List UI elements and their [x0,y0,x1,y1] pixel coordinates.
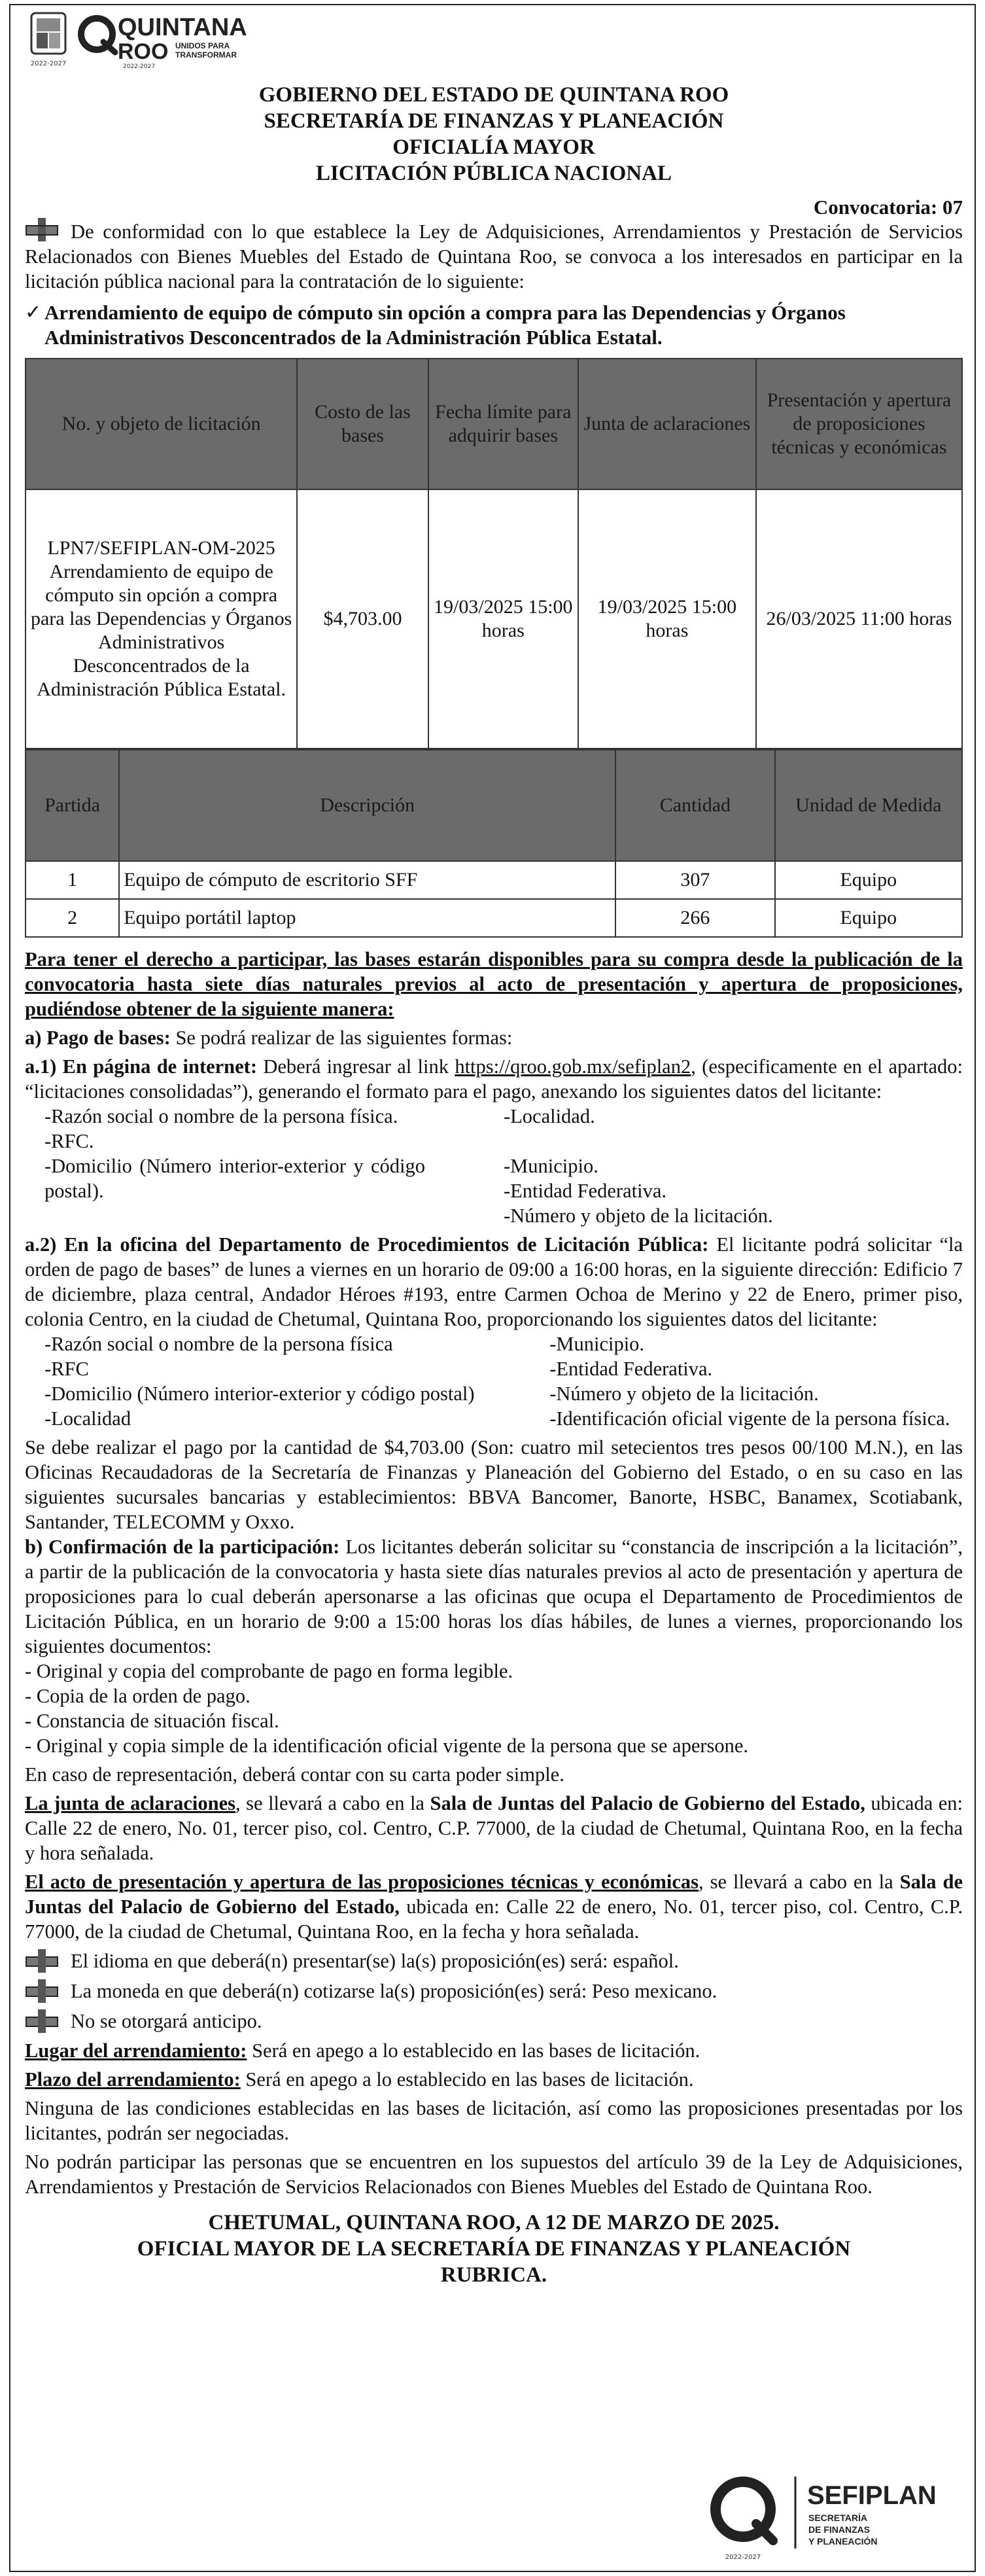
convocatoria-number: Convocatoria: 07 [813,196,963,219]
footer-year: 2022-2027 [725,2554,761,2561]
list-item: -Número y objeto de la licitación. [504,1205,773,1227]
header-cell: Fecha límite para adquirir bases [428,359,578,489]
intro-paragraph [25,219,963,294]
list-item: -Municipio. [549,1333,645,1355]
junta-text: , se llevará a cabo en la [235,1792,430,1814]
plazo-label: Plazo del arrendamiento: [25,2068,241,2091]
pointing-hand-icon [25,217,59,243]
table-cell: Equipo [775,861,962,899]
list-item: -RFC. [44,1130,94,1152]
header-cell: Descripción [119,750,615,861]
bullet-text: No se otorgará anticipo. [71,2010,262,2032]
sefiplan-link[interactable]: https://qroo.gob.mx/sefiplan2 [455,1055,691,1078]
table-cell: 307 [615,861,774,899]
list-item: -Identificación oficial vigente de la persona física. [549,1407,950,1430]
exclusion-note: No podrán participar las personas que se encuentren en los supuestos del artículo 39 de la Ley de Adquisiciones, Arrendamientos y Prestación de Servicios Relacionados con Bienes Muebles del Estado de Quintana Roo. [25,2151,963,2198]
footer-sub-1: SECRETARÍA [808,2513,867,2523]
junta-text-2: ubicada en: Calle 22 de enero, No. 01, tercer piso, col. Centro, C.P. 77000, de la ciudad de Chetumal, Quintana Roo, en la fecha y hora señalada. [25,1792,963,1864]
quintana-roo-logo [77,10,313,69]
header-cell: Unidad de Medida [775,750,962,861]
header-cell: Cantidad [615,750,774,861]
a1-text: Deberá ingresar al link [257,1055,455,1078]
table-cell: 19/03/2025 15:00 horas [428,489,578,749]
pago-text: Se podrá realizar de las siguientes formas: [170,1027,513,1049]
logo-tagline-2: TRANSFORMAR [175,50,237,60]
header-cell: No. y objeto de licitación [26,359,297,489]
list-item: -Razón social o nombre de la persona física [44,1333,393,1355]
table-cell: 1 [26,861,119,899]
acto-text-2: ubicada en: Calle 22 de enero, No. 01, tercer piso, col. Centro, C.P. 77000, de la ciudad de Chetumal, Quintana Roo, en la fecha y hora señalada. [25,1896,963,1943]
closing-line: RUBRICA. [440,2263,547,2287]
a2-label: a.2) En la oficina del Departamento de Procedimientos de Licitación Pública: [25,1233,709,1256]
header-cell: Partida [26,750,119,861]
object-title-text: Arrendamiento de equipo de cómputo sin opción a compra para las Dependencias y Órganos Administrativos Desconcentrados de la Administración Pública Estatal. [44,301,846,349]
b-label: b) Confirmación de la participación: [25,1536,340,1558]
list-item: -Entidad Federativa. [549,1358,713,1380]
footer-brand: SEFIPLAN [807,2481,937,2510]
title-line: GOBIERNO DEL ESTADO DE QUINTANA ROO [258,83,729,107]
acto-place: Sala de Juntas del Palacio de Gobierno del Estado, [25,1871,963,1918]
a1-label: a.1) En página de internet: [25,1055,257,1078]
list-item: -Localidad. [504,1105,595,1127]
logo-year: 2022-2027 [123,63,156,69]
b-text: Los licitantes deberán solicitar su “constancia de inscripción a la licitación”, a partir de la publicación de la convocatoria y hasta siete días naturales previos al acto de presentación y apertura de proposiciones para lo cual deberán apersonarse a las oficinas que ocupa el Departamento de Procedimientos de Licitación Pública, en un horario de 9:00 a 15:00 horas los días hábiles, de lunes a viernes, proporcionando los siguientes documentos: [25,1536,963,1657]
list-item: -Razón social o nombre de la persona física. [44,1105,398,1127]
bullet-text: El idioma en que deberá(n) presentar(se) la(s) proposición(es) será: español. [71,1950,679,1972]
table-cell: $4,703.00 [297,489,428,749]
pago-label: a) Pago de bases: [25,1027,171,1049]
list-item: -Localidad [44,1407,131,1430]
list-item: - Original y copia del comprobante de pago en forma legible. [25,1660,513,1682]
list-item: -Entidad Federativa. [504,1180,666,1202]
sefiplan-logo [691,2463,965,2562]
title-line: SECRETARÍA DE FINANZAS Y PLANEACIÓN [264,109,724,133]
title-line: LICITACIÓN PÚBLICA NACIONAL [316,162,672,185]
participation-note: Para tener el derecho a participar, las bases estarán disponibles para su compra desde la publicación de la convocatoria hasta siete días naturales previos al acto de presentación y apertura de proposiciones, pudiéndose obtener de la siguiente manera: [25,948,963,1020]
title-line: OFICIALÍA MAYOR [392,135,595,159]
payment-paragraph: Se debe realizar el pago por la cantidad de $4,703.00 (Son: cuatro mil setecientos tres pesos 00/100 M.N.), en las Oficinas Recaudadoras de la Secretaría de Finanzas y Planeación del Gobierno del Estado, o en su caso en las siguientes sucursales bancarias y establecimientos: BBVA Bancomer, Banorte, HSBC, Banamex, Scotiabank, Santander, TELECOMM y Oxxo. [25,1436,963,1533]
intro-text: De conformidad con lo que establece la Ley de Adquisiciones, Arrendamientos y Prestación de Servicios Relacionados con Bienes Muebles del Estado de Quintana Roo, se convoca a los interesados en participar en la licitación pública nacional para la contratación de lo siguiente: [25,221,963,292]
list-item: -Domicilio (Número interior-exterior y código postal). [44,1155,425,1202]
header-cell: Junta de aclaraciones [578,359,756,489]
logo-name: QUINTANA [118,14,247,41]
check-icon: ✓ [25,301,42,324]
list-item: -Domicilio (Número interior-exterior y código postal) [44,1383,475,1405]
acto-text: , se llevará a cabo en la [699,1871,900,1893]
logo-tagline-1: UNIDOS PARA [175,41,230,50]
header [25,7,963,75]
lugar-text: Será en apego a lo establecido en las bases de licitación. [247,2039,700,2062]
table-cell: LPN7/SEFIPLAN-OM-2025 Arrendamiento de equipo de cómputo sin opción a compra para las Dependencias y Órganos Administrativos Desconcentrados de la Administración Pública Estatal. [26,489,297,749]
list-item: - Original y copia simple de la identificación oficial vigente de la persona que se apersone. [25,1735,749,1757]
table-cell: Equipo [775,899,962,937]
page-border [9,4,976,2572]
footer-sub-3: Y PLANEACIÓN [808,2536,878,2547]
list-item: -Número y objeto de la licitación. [549,1383,819,1405]
acto-label: El acto de presentación y apertura de las proposiciones técnicas y económicas [25,1871,699,1893]
a1-text-2: , (especificamente en el apartado: “licitaciones consolidadas”), generando el formato para el pago, anexando los siguientes datos del licitante: [25,1055,963,1103]
closing-line: CHETUMAL, QUINTANA ROO, A 12 DE MARZO DE 2025. [208,2211,780,2234]
a2-text: El licitante podrá solicitar “la orden de pago de bases” de lunes a viernes en un horario de 09:00 a 16:00 horas, en la siguiente dirección: Edificio 7 de diciembre, plaza central, Andador Héroes #193, entre Carmen Ochoa de Merino y 22 de Enero, primer piso, colonia Centro, en la ciudad de Chetumal, Quintana Roo, proporcionando los siguientes datos del licitante: [25,1233,963,1330]
list-item: -RFC [44,1358,89,1380]
table-cell: 19/03/2025 15:00 horas [578,489,756,749]
list-item: - Copia de la orden de pago. [25,1685,251,1707]
table-cell: Equipo de cómputo de escritorio SFF [119,861,615,899]
footer-sub-2: DE FINANZAS [808,2524,871,2535]
representation-note: En caso de representación, deberá contar con su carta poder simple. [25,1763,564,1786]
table-cell: 2 [26,899,119,937]
table-cell: 26/03/2025 11:00 horas [756,489,962,749]
junta-place: Sala de Juntas del Palacio de Gobierno del Estado, [430,1792,865,1814]
table-cell: 266 [615,899,774,937]
list-item: -Municipio. [504,1155,598,1177]
header-cell: Presentación y apertura de proposiciones técnicas y económicas [756,359,962,489]
state-seal-icon [27,10,69,71]
list-item: - Constancia de situación fiscal. [25,1710,279,1732]
negotiation-note: Ninguna de las condiciones establecidas en las bases de licitación, así como las proposiciones presentadas por los licitantes, podrán ser negociadas. [25,2097,963,2144]
lugar-label: Lugar del arrendamiento: [25,2039,247,2062]
header-cell: Costo de las bases [297,359,428,489]
closing-line: OFICIAL MAYOR DE LA SECRETARÍA DE FINANZAS Y PLANEACIÓN [137,2237,851,2261]
bullet-text: La moneda en que deberá(n) cotizarse la(s) proposición(es) será: Peso mexicano. [71,1980,717,2002]
seal-year: 2022-2027 [30,60,67,67]
plazo-text: Será en apego a lo establecido en las bases de licitación. [240,2068,694,2091]
table-cell: Equipo portátil laptop [119,899,615,937]
junta-label: La junta de aclaraciones [25,1792,236,1814]
logo-name-2: ROO [118,39,169,64]
